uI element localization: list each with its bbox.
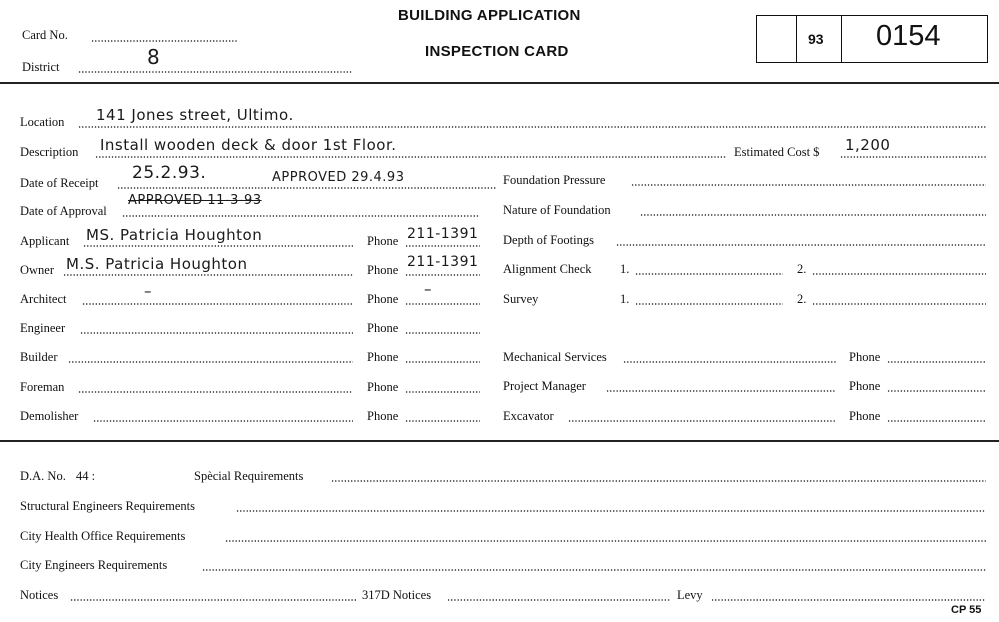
structural-requirements-line[interactable] [236, 510, 986, 512]
owner-phone-value: 211-1391 [407, 254, 479, 270]
mechanical-services-phone-line[interactable] [887, 361, 986, 363]
demolisher-phone-label: Phone [367, 409, 399, 423]
owner-phone-label: Phone [367, 263, 399, 277]
depth-of-footings-line[interactable] [616, 244, 986, 246]
levy-label: Levy [677, 588, 703, 602]
alignment-check-label: Alignment Check [503, 262, 592, 276]
date-of-receipt-label: Date of Receipt [20, 176, 99, 190]
survey-num1: 1. [620, 292, 630, 306]
project-manager-line[interactable] [606, 390, 836, 392]
depth-of-footings-label: Depth of Footings [503, 233, 594, 247]
excavator-line[interactable] [568, 420, 836, 422]
project-manager-phone-line[interactable] [887, 390, 986, 392]
foundation-pressure-label: Foundation Pressure [503, 173, 606, 187]
description-line[interactable] [95, 156, 727, 158]
notices-label: Notices [20, 588, 59, 602]
card-no-label: Card No. [22, 28, 68, 42]
applicant-line[interactable] [83, 245, 353, 247]
date-of-receipt-note: APPROVED 29.4.93 [272, 170, 405, 185]
architect-line[interactable] [82, 303, 353, 305]
owner-phone-line[interactable] [405, 274, 480, 276]
nature-of-foundation-line[interactable] [640, 214, 986, 216]
city-engineers-requirements-line[interactable] [202, 569, 986, 571]
date-of-approval-line[interactable] [122, 215, 480, 217]
owner-label: Owner [20, 263, 55, 277]
special-requirements-line[interactable] [331, 480, 986, 482]
card-number: 0154 [876, 20, 941, 52]
builder-phone-line[interactable] [405, 361, 480, 363]
engineer-phone-label: Phone [367, 321, 399, 335]
notices-line[interactable] [70, 599, 356, 601]
mechanical-services-label: Mechanical Services [503, 350, 607, 364]
notices-317d-line[interactable] [447, 599, 671, 601]
estimated-cost-value: 1,200 [845, 136, 891, 154]
estimated-cost-label: Estimated Cost $ [734, 145, 820, 159]
da-no-value: 44 : [76, 469, 96, 483]
applicant-phone-line[interactable] [405, 245, 480, 247]
date-of-receipt-line[interactable] [117, 187, 497, 189]
city-health-requirements-label: City Health Office Requirements [20, 529, 186, 543]
date-of-approval-label: Date of Approval [20, 204, 107, 218]
excavator-label: Excavator [503, 409, 554, 423]
owner-value: M.S. Patricia Houghton [66, 255, 248, 273]
applicant-label: Applicant [20, 234, 70, 248]
foreman-label: Foreman [20, 380, 65, 394]
nature-of-foundation-label: Nature of Foundation [503, 203, 611, 217]
engineer-label: Engineer [20, 321, 66, 335]
demolisher-line[interactable] [93, 420, 353, 422]
engineer-line[interactable] [80, 332, 353, 334]
alignment-check-line-2[interactable] [812, 273, 986, 275]
date-of-receipt-value: 25.2.93. [132, 163, 207, 183]
special-requirements-label: Spècial Requirements [194, 469, 304, 483]
project-manager-phone-label: Phone [849, 379, 881, 393]
excavator-phone-label: Phone [849, 409, 881, 423]
builder-phone-label: Phone [367, 350, 399, 364]
builder-label: Builder [20, 350, 58, 364]
location-line[interactable] [78, 126, 986, 128]
architect-phone-line[interactable] [405, 303, 480, 305]
engineer-phone-line[interactable] [405, 332, 480, 334]
applicant-value: MS. Patricia Houghton [86, 226, 263, 244]
city-engineers-requirements-label: City Engineers Requirements [20, 558, 168, 572]
survey-num2: 2. [797, 292, 807, 306]
card-number-box [756, 15, 988, 63]
form-title: BUILDING APPLICATION [398, 7, 581, 24]
requirements-divider [0, 440, 999, 442]
card-no-line[interactable] [91, 40, 238, 42]
survey-label: Survey [503, 292, 539, 306]
date-of-approval-value: APPROVED 11-3-93 [128, 193, 262, 208]
district-value: 8 [147, 45, 161, 69]
applicant-phone-value: 211-1391 [407, 226, 479, 242]
demolisher-phone-line[interactable] [405, 420, 480, 422]
structural-requirements-label: Structural Engineers Requirements [20, 499, 195, 513]
survey-line-1[interactable] [635, 303, 783, 305]
form-subtitle: INSPECTION CARD [425, 43, 569, 60]
mechanical-services-phone-label: Phone [849, 350, 881, 364]
notices-317d-label: 317D Notices [362, 588, 432, 602]
architect-phone-label: Phone [367, 292, 399, 306]
architect-label: Architect [20, 292, 67, 306]
foreman-line[interactable] [78, 391, 353, 393]
mechanical-services-line[interactable] [623, 361, 836, 363]
applicant-phone-label: Phone [367, 234, 399, 248]
da-no-label: D.A. No. [20, 469, 66, 483]
estimated-cost-line[interactable] [840, 156, 986, 158]
builder-line[interactable] [68, 361, 353, 363]
description-label: Description [20, 145, 79, 159]
foreman-phone-line[interactable] [405, 391, 480, 393]
location-label: Location [20, 115, 65, 129]
district-label: District [22, 60, 60, 74]
architect-value: – [144, 282, 152, 300]
demolisher-label: Demolisher [20, 409, 79, 423]
foundation-pressure-line[interactable] [631, 184, 986, 186]
levy-line[interactable] [711, 599, 986, 601]
project-manager-label: Project Manager [503, 379, 586, 393]
alignment-check-line-1[interactable] [635, 273, 783, 275]
district-line[interactable] [78, 71, 352, 73]
card-year: 93 [808, 31, 824, 47]
owner-line[interactable] [63, 274, 353, 276]
description-value: Install wooden deck & door 1st Floor. [100, 136, 397, 154]
architect-phone-value: – [424, 280, 432, 298]
city-health-requirements-line[interactable] [225, 540, 986, 542]
header-divider [0, 82, 999, 84]
excavator-phone-line[interactable] [887, 420, 986, 422]
foreman-phone-label: Phone [367, 380, 399, 394]
form-code: CP 55 [951, 604, 982, 616]
alignment-check-num2: 2. [797, 262, 807, 276]
location-value: 141 Jones street, Ultimo. [96, 106, 294, 124]
alignment-check-num1: 1. [620, 262, 630, 276]
survey-line-2[interactable] [812, 303, 986, 305]
